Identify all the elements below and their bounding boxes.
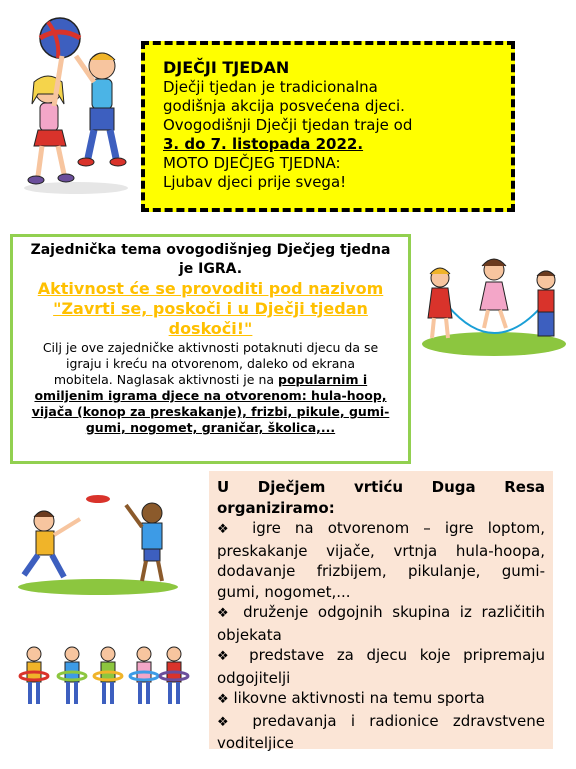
children-hula-hoop-illustration — [18, 644, 190, 710]
theme-body — [19, 340, 402, 436]
theme-body-line-3 — [19, 372, 402, 388]
announcement-dates: 3. do 7. listopada 2022. — [163, 135, 364, 153]
announcement-line-2: godišnja akcija posvećena djeci. — [163, 97, 405, 115]
theme-heading-line-2: je IGRA. — [178, 261, 243, 277]
program-item-1-line-2: preskakanje vijače, vrtnja hula-hoopa, — [217, 541, 545, 560]
theme-box — [10, 234, 411, 464]
motto-text: Ljubav djeci prije svega! — [163, 173, 347, 191]
motto-label: MOTO DJEČJEG TJEDNA: — [163, 154, 341, 172]
announcement-title: DJEČJI TJEDAN — [163, 58, 290, 77]
bullet-diamond-icon: ❖ — [217, 692, 229, 707]
program-item-2-text-1: druženje odgojnih skupina iz različitih — [243, 603, 545, 621]
program-box — [209, 471, 553, 752]
announcement-line-3: Ovogodišnji Dječji tjedan traje od — [163, 116, 413, 134]
bullet-diamond-icon: ❖ — [217, 714, 239, 730]
program-intro-line-1: U Dječjem vrtiću Duga Resa — [217, 478, 545, 496]
activity-name-line-2: "Zavrti se, poskoči i u Dječji tjedan — [53, 299, 368, 318]
program-intro-line-2: organiziramo: — [217, 498, 335, 517]
program-item-4-line-1 — [217, 688, 545, 711]
program-item-1-line-3: dodavanje frizbijem, pikulanje, gumi- — [217, 562, 545, 580]
program-item-2-line-2: objekata — [217, 625, 282, 644]
children-frisbee-illustration — [14, 483, 180, 595]
program-item-5-line-2: voditeljice — [217, 734, 294, 752]
activity-name-line-1: Aktivnost će se provoditi pod nazivom — [37, 279, 384, 298]
announcement-line-1: Dječji tjedan je tradicionalna — [163, 78, 378, 96]
children-jump-rope-illustration — [418, 248, 570, 358]
bullet-diamond-icon: ❖ — [217, 522, 238, 537]
children-basketball-illustration — [18, 8, 136, 196]
program-item-3-line-1 — [217, 645, 545, 668]
bullet-diamond-icon: ❖ — [217, 649, 237, 664]
program-item-5-text-1: predavanja i radionice zdravstvene — [252, 711, 545, 730]
theme-body-line-5: vijača (konop za preskakanje), frizbi, pikule, gumi- — [31, 404, 390, 419]
program-item-5-line-1 — [217, 711, 545, 734]
theme-body-line-6: gumi, nogomet, graničar, školica,... — [85, 420, 336, 435]
bullet-diamond-icon: ❖ — [217, 606, 234, 621]
theme-body-line-1: Cilj je ove zajedničke aktivnosti potaknuti djecu da se — [42, 340, 379, 355]
program-item-4-text-1: likovne aktivnosti na temu sporta — [233, 689, 485, 707]
activity-name-line-3: doskoči!" — [168, 319, 253, 338]
theme-heading-line-1: Zajednička tema ovogodišnjeg Dječjeg tjedna — [30, 242, 391, 258]
theme-body-line-2: igraju i kreću na otvorenom, daleko od ekrana — [65, 356, 356, 371]
program-item-1-line-1 — [217, 518, 545, 541]
program-item-3-text-1: predstave za djecu koje pripremaju — [249, 646, 546, 664]
theme-body-line-4: omiljenim igrama djece na otvorenom: hula-hoop, — [34, 388, 387, 403]
program-item-1-text-1: igre na otvorenom – igre loptom, — [252, 519, 546, 537]
program-item-3-line-2: odgojitelji — [217, 668, 291, 687]
program-item-2-line-1 — [217, 602, 545, 625]
announcement-box — [141, 41, 515, 212]
program-item-1-line-4: gumi, nogomet,... — [217, 582, 351, 601]
theme-body-line-3b: popularnim i — [278, 372, 368, 387]
theme-body-line-3a: mobitela. Naglasak aktivnosti je na — [53, 372, 279, 387]
